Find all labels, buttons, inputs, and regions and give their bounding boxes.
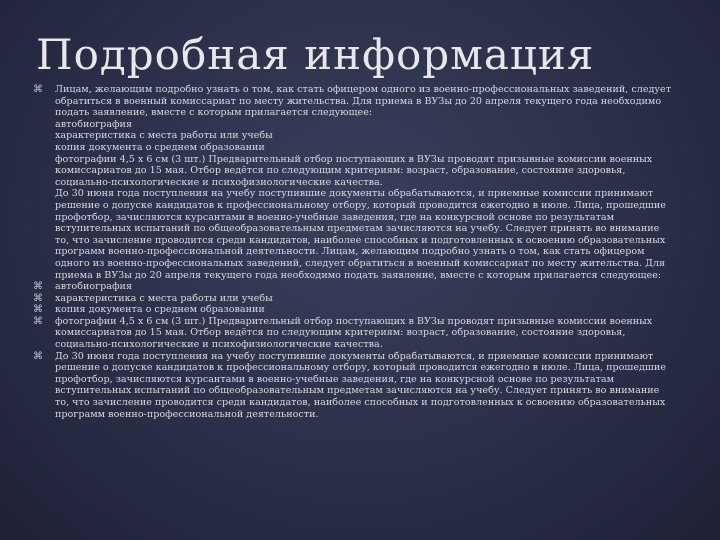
slide-body	[30, 84, 692, 420]
text-line: профотбор, зачисляются курсантами в военно-учебные заведения, где на конкурсной основе по результатам	[55, 211, 615, 223]
text-line: то, что зачисление проводится среди кандидатов, наиболее способных и подготовленных к освоению образовательных	[55, 234, 666, 246]
text-line: подать заявление, вместе с которым прилагается следующее:	[55, 107, 373, 119]
list-item	[30, 293, 692, 305]
text-line: фотографии 4,5 х 6 см (3 шт.) Предварительный отбор поступающих в ВУЗы проводят призывные комиссии военных	[55, 315, 653, 327]
text-line: До 30 июня года поступления на учебу поступившие документы обрабатываются, и приемные комиссии принимают	[55, 350, 654, 362]
list-item	[30, 351, 692, 421]
list-item	[30, 304, 692, 316]
text-line: то, что зачисление проводится среди кандидатов, наиболее способных и подготовленных к освоению образовательных	[55, 397, 666, 409]
bullet-icon: ⌘	[33, 350, 43, 362]
text-line: приема в ВУЗы до 20 апреля текущего года необходимо подать заявление, вместе с которым прилагается следующее:	[55, 269, 662, 281]
text-line: копия документа о среднем образовании	[55, 141, 265, 153]
text-line: характеристика с места работы или учебы	[55, 292, 273, 304]
bullet-icon: ⌘	[33, 292, 43, 304]
text-line: копия документа о среднем образовании	[55, 304, 265, 316]
text-line: одного из военно-профессиональных заведений, следует обратиться в военный комиссариат по месту жительства. Для	[55, 257, 666, 269]
text-line: социально-психологические и психофизиологические качества.	[55, 339, 383, 351]
text-line: комиссариатов до 15 мая. Отбор ведётся по следующим критериям: возраст, образование, состояние здоровья,	[55, 165, 626, 177]
slide-title: Подробная информация	[36, 30, 595, 79]
text-line: социально-психологические и психофизиологические качества.	[55, 176, 383, 188]
bullet-icon: ⌘	[33, 281, 43, 293]
text-line: решение о допуске кандидатов к профессиональному отбору, который проводится ежегодно в июле. Лица, прошедшие	[55, 362, 666, 374]
text-line: комиссариатов до 15 мая. Отбор ведётся по следующим критериям: возраст, образование, состояние здоровья,	[55, 327, 626, 339]
text-line: автобиография	[55, 118, 132, 130]
text-line: До 30 июня года поступления на учебу поступившие документы обрабатываются, и приемные комиссии принимают	[55, 188, 654, 200]
bullet-icon: ⌘	[33, 84, 43, 95]
text-line: программ военно-профессиональной деятельности.	[55, 408, 319, 420]
text-line: вступительных испытаний по общеобразовательным предметам зачисляются на учебу. Следует принять во внимание	[55, 385, 660, 397]
text-line: фотографии 4,5 х 6 см (3 шт.) Предварительный отбор поступающих в ВУЗы проводят призывные комиссии военных	[55, 153, 653, 165]
text-line: программ военно-профессиональной деятельности. Лицам, желающим подробно узнать о том, как стать офицером	[55, 246, 645, 258]
bullet-icon: ⌘	[33, 315, 43, 327]
text-line: Лицам, желающим подробно узнать о том, как стать офицером одного из военно-профессиональных заведений, следует	[55, 84, 672, 95]
text-line: вступительных испытаний по общеобразовательным предметам зачисляются на учебу. Следует принять во внимание	[55, 223, 660, 235]
text-line: профотбор, зачисляются курсантами в военно-учебные заведения, где на конкурсной основе по результатам	[55, 373, 615, 385]
list-item	[30, 281, 692, 293]
text-line: характеристика с места работы или учебы	[55, 130, 273, 142]
bullet-icon: ⌘	[33, 304, 43, 316]
text-line: обратиться в военный комиссариат по месту жительства. Для приема в ВУЗы до 20 апреля текущего года необходимо	[55, 95, 662, 107]
text-line: автобиография	[55, 281, 132, 293]
list-item	[30, 84, 692, 281]
list-item	[30, 316, 692, 351]
text-line: решение о допуске кандидатов к профессиональному отбору, который проводится ежегодно в июле. Лица, прошедшие	[55, 199, 666, 211]
